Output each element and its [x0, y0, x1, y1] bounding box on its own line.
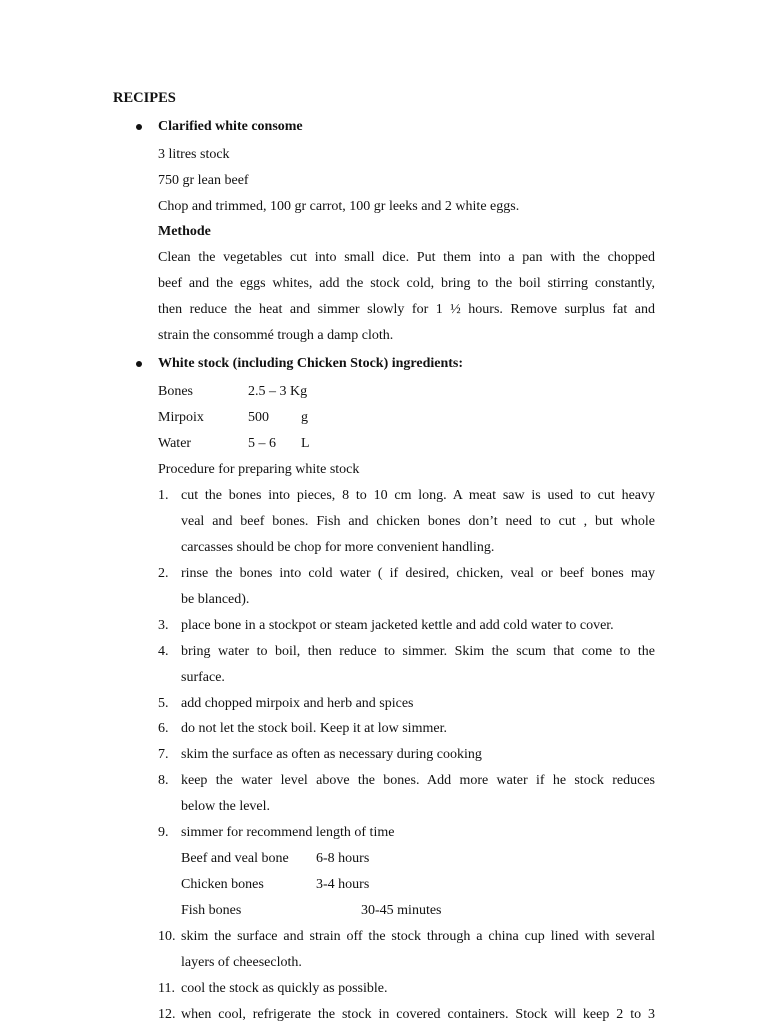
step-number: 9.	[158, 825, 169, 840]
ingredient-qty: 5 – 6	[248, 436, 276, 451]
ingredient-unit: g	[301, 410, 308, 425]
step-line: cut the bones into pieces, 8 to 10 cm long. A meat saw is used to cut heavy	[181, 488, 655, 503]
simmer-time: 6-8 hours	[316, 851, 370, 866]
step-number: 11.	[158, 981, 175, 996]
step-line: cool the stock as quickly as possible.	[181, 981, 388, 996]
ingredient-unit: L	[301, 436, 310, 451]
step-number: 8.	[158, 773, 169, 788]
step-number: 12.	[158, 1007, 176, 1022]
step-line: do not let the stock boil. Keep it at low simmer.	[181, 721, 447, 736]
step-line: keep the water level above the bones. Add more water if he stock reduces	[181, 773, 655, 788]
step-line: veal and beef bones. Fish and chicken bones don’t need to cut , but whole	[181, 514, 655, 529]
simmer-item: Beef and veal bone	[181, 851, 289, 866]
step-number: 7.	[158, 747, 169, 762]
step-line: add chopped mirpoix and herb and spices	[181, 696, 414, 711]
step-number: 3.	[158, 618, 169, 633]
procedure-title: Procedure for preparing white stock	[158, 462, 360, 477]
consome-ingredient: 750 gr lean beef	[158, 173, 249, 188]
page-heading: RECIPES	[113, 90, 176, 106]
step-line: bring water to boil, then reduce to simmer. Skim the scum that come to the	[181, 644, 655, 659]
step-line: below the level.	[181, 799, 271, 814]
consome-ingredient: Chop and trimmed, 100 gr carrot, 100 gr leeks and 2 white eggs.	[158, 199, 520, 214]
bullet-icon	[136, 124, 142, 130]
ingredient-qty: 500	[248, 410, 269, 425]
step-line: layers of cheesecloth.	[181, 955, 302, 970]
consome-method-line: strain the consommé trough a damp cloth.	[158, 328, 394, 343]
step-line: place bone in a stockpot or steam jacketed kettle and add cold water to cover.	[181, 618, 614, 633]
step-line: when cool, refrigerate the stock in covered containers. Stock will keep 2 to 3	[181, 1007, 655, 1022]
simmer-time: 30-45 minutes	[361, 903, 442, 918]
ingredient-name: Mirpoix	[158, 410, 204, 425]
step-number: 4.	[158, 644, 169, 659]
consome-title: Clarified white consome	[158, 119, 303, 134]
step-line: simmer for recommend length of time	[181, 825, 395, 840]
step-number: 10.	[158, 929, 176, 944]
consome-method-line: then reduce the heat and simmer slowly for 1 ½ hours. Remove surplus fat and	[158, 302, 655, 317]
step-number: 1.	[158, 488, 169, 503]
bullet-icon	[136, 361, 142, 367]
simmer-item: Fish bones	[181, 903, 242, 918]
step-line: surface.	[181, 670, 225, 685]
simmer-time: 3-4 hours	[316, 877, 370, 892]
ingredient-name: Bones	[158, 384, 193, 399]
step-line: skim the surface and strain off the stock through a china cup lined with several	[181, 929, 655, 944]
step-number: 6.	[158, 721, 169, 736]
step-line: rinse the bones into cold water ( if desired, chicken, veal or beef bones may	[181, 566, 655, 581]
consome-method-line: Clean the vegetables cut into small dice. Put them into a pan with the chopped	[158, 250, 655, 265]
consome-ingredient: 3 litres stock	[158, 147, 230, 162]
simmer-item: Chicken bones	[181, 877, 264, 892]
step-line: skim the surface as often as necessary during cooking	[181, 747, 482, 762]
step-line: carcasses should be chop for more convenient handling.	[181, 540, 495, 555]
consome-method-title: Methode	[158, 224, 211, 239]
white-stock-title: White stock (including Chicken Stock) ingredients:	[158, 356, 464, 371]
step-line: be blanced).	[181, 592, 250, 607]
ingredient-qty: 2.5 – 3 Kg	[248, 384, 308, 399]
step-number: 2.	[158, 566, 169, 581]
ingredient-name: Water	[158, 436, 192, 451]
consome-method-line: beef and the eggs whites, add the stock cold, bring to the boil stirring constantly,	[158, 276, 655, 291]
step-number: 5.	[158, 696, 169, 711]
